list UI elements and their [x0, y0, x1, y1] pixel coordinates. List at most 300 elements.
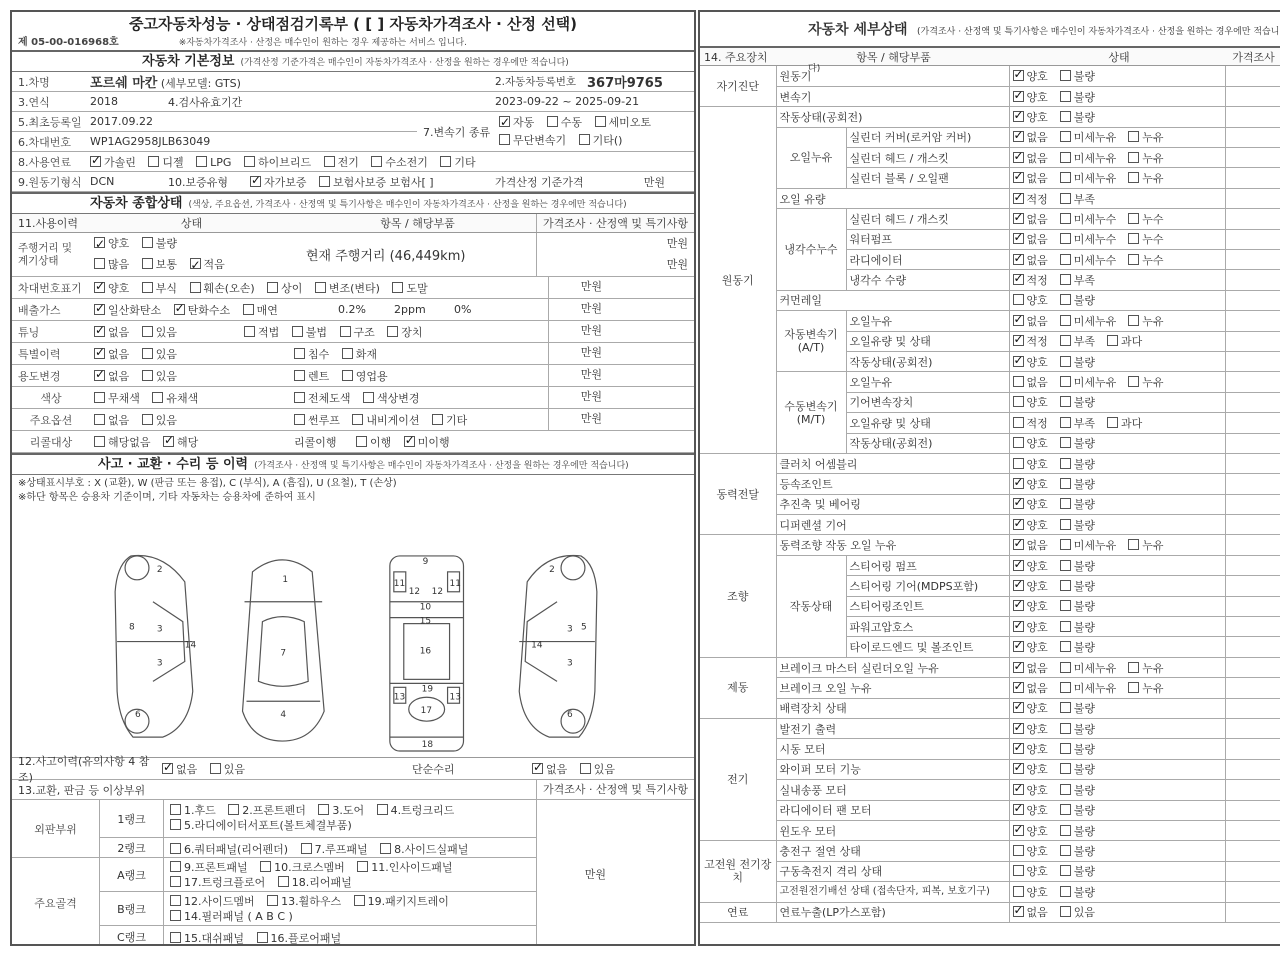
- part-floor-panel[interactable]: [257, 930, 342, 946]
- special-fire[interactable]: [342, 346, 377, 362]
- part-num-15: 15: [419, 616, 432, 627]
- state-option[interactable]: [1060, 904, 1095, 920]
- recall-done[interactable]: [356, 434, 391, 450]
- trans-manual[interactable]: [547, 114, 582, 132]
- tuning-structure[interactable]: [340, 324, 375, 340]
- item-name: 윈도우 모터: [776, 820, 1009, 840]
- color-label: 색상: [40, 391, 62, 405]
- state-option[interactable]: [1013, 129, 1048, 145]
- state-option[interactable]: [1060, 456, 1095, 472]
- checkbox-icon: [1128, 539, 1139, 550]
- state-option[interactable]: [1128, 170, 1163, 186]
- option-none[interactable]: [94, 412, 129, 428]
- tuning-none[interactable]: [94, 324, 129, 340]
- part-door[interactable]: [318, 803, 364, 818]
- state-option[interactable]: [1060, 435, 1095, 451]
- state-option[interactable]: [1060, 374, 1117, 390]
- trans-auto[interactable]: [499, 114, 534, 132]
- item-name: 오일유량 및 상태: [846, 413, 1009, 433]
- warranty-self[interactable]: [250, 174, 307, 190]
- state-option[interactable]: [1060, 660, 1117, 676]
- state-option[interactable]: [1060, 700, 1095, 716]
- part-inside-panel[interactable]: [357, 860, 452, 875]
- checkbox-icon: [294, 370, 305, 381]
- checkbox-icon: [1128, 682, 1139, 693]
- checkbox-checked-icon: [1013, 131, 1024, 142]
- warranty-insurer[interactable]: [319, 174, 434, 190]
- state-option[interactable]: [1060, 292, 1095, 308]
- part-wheel-house[interactable]: [267, 894, 341, 909]
- state-option[interactable]: [1060, 476, 1095, 492]
- tuning-device[interactable]: [387, 324, 422, 340]
- row-emission: [12, 299, 694, 321]
- state-option[interactable]: [1013, 456, 1048, 472]
- fuel-hybrid[interactable]: [244, 154, 311, 170]
- checkbox-icon: [170, 895, 181, 906]
- checkbox-checked-icon: [1013, 825, 1024, 836]
- checkbox-icon: [142, 348, 153, 359]
- tuning-yes[interactable]: [142, 324, 177, 340]
- color-achromatic[interactable]: [94, 390, 140, 406]
- mileage-high[interactable]: [94, 254, 129, 275]
- part-front-fender[interactable]: [228, 803, 306, 818]
- part-pillar-panel[interactable]: [170, 909, 293, 924]
- state-option[interactable]: [1128, 252, 1163, 268]
- state-option[interactable]: [1013, 170, 1048, 186]
- state-option[interactable]: [1013, 619, 1048, 635]
- part-cross-member[interactable]: [260, 860, 345, 875]
- state-option[interactable]: [1013, 415, 1048, 431]
- part-inside-panel-label: 11.인사이드패널: [371, 861, 453, 874]
- part-side-member[interactable]: [170, 894, 255, 909]
- state-option[interactable]: [1013, 292, 1048, 308]
- state-option[interactable]: [1013, 558, 1048, 574]
- state-option[interactable]: [1060, 843, 1095, 859]
- state-option[interactable]: [1060, 272, 1095, 288]
- state-option[interactable]: [1060, 231, 1117, 247]
- checkbox-icon: [1060, 335, 1071, 346]
- detail-table: [700, 66, 1280, 923]
- state-option[interactable]: [1013, 476, 1048, 492]
- part-hood-label: 1.후드: [184, 804, 216, 817]
- state-option[interactable]: [1060, 211, 1117, 227]
- checkbox-icon: [142, 258, 153, 269]
- vin-mark-differ[interactable]: [267, 280, 302, 296]
- detail-note: (가격조사 · 산정액 및 특기사항은 매수인이 자동차가격조사 · 산정을 원하는 경우에만 적습니다): [808, 27, 1280, 74]
- recall-yes[interactable]: [163, 434, 198, 450]
- checkbox-icon: [342, 370, 353, 381]
- group-label: 고전원 전기장치: [700, 841, 776, 902]
- state-option[interactable]: [1013, 904, 1048, 920]
- part-dash-panel[interactable]: [170, 930, 244, 946]
- color-change[interactable]: [363, 390, 420, 406]
- checkbox-checked-icon: [1013, 111, 1024, 122]
- state-option[interactable]: [1060, 333, 1095, 349]
- rank-group-col: [12, 800, 100, 946]
- price-cell: [1225, 739, 1280, 759]
- fuel-hybrid-label: 하이브리드: [257, 155, 312, 169]
- state-option[interactable]: [1128, 313, 1163, 329]
- state-option[interactable]: [1060, 313, 1117, 329]
- state-option[interactable]: [1013, 150, 1048, 166]
- state-option-label: 없음: [1026, 233, 1048, 247]
- state-option-label: 미세누유: [1073, 376, 1117, 390]
- checkbox-icon: [294, 348, 305, 359]
- state-option-label: 미세누수: [1073, 253, 1117, 267]
- state-option[interactable]: [1060, 598, 1095, 614]
- state-option[interactable]: [1060, 823, 1095, 839]
- tuning-device-label: 장치: [401, 325, 423, 339]
- special-none[interactable]: [94, 346, 129, 362]
- state-option-label: 없음: [1026, 131, 1048, 145]
- state-option-label: 양호: [1026, 763, 1048, 777]
- part-num-10: 10: [419, 602, 432, 613]
- part-num-17: 17: [420, 706, 433, 717]
- rank2-items: [164, 838, 483, 857]
- state-option[interactable]: [1013, 741, 1048, 757]
- state-option[interactable]: [1107, 415, 1142, 431]
- color-price: 만원: [548, 387, 608, 408]
- state-option[interactable]: [1128, 680, 1163, 696]
- part-trunk-floor[interactable]: [170, 875, 265, 890]
- state-option[interactable]: [1013, 231, 1048, 247]
- checkbox-checked-icon: [162, 763, 173, 774]
- checkbox-icon: [257, 932, 268, 943]
- mileage-state: [84, 233, 288, 276]
- state-options: [1009, 107, 1225, 127]
- price-cell: [1225, 657, 1280, 677]
- tuning-legal[interactable]: [244, 324, 279, 340]
- price-cell: [1225, 66, 1280, 86]
- state-option[interactable]: [1060, 191, 1095, 207]
- special-none-label: 없음: [108, 347, 130, 361]
- state-option[interactable]: [1013, 700, 1048, 716]
- state-option[interactable]: [1013, 191, 1048, 207]
- state-option-label: 불량: [1073, 600, 1096, 614]
- state-option[interactable]: [1060, 639, 1095, 655]
- option-etc-label: 기타: [446, 413, 468, 427]
- emission-hc[interactable]: [174, 302, 231, 318]
- usage-none[interactable]: [94, 368, 129, 384]
- checkbox-icon: [1060, 213, 1071, 224]
- state-option[interactable]: [1128, 660, 1163, 676]
- state-option[interactable]: [1013, 761, 1048, 777]
- state-option[interactable]: [1060, 252, 1117, 268]
- vin-mark-altered[interactable]: [315, 280, 380, 296]
- recall-options: [84, 434, 294, 450]
- state-option[interactable]: [1013, 680, 1048, 696]
- detail-row: [700, 657, 1280, 677]
- checkbox-icon: [170, 804, 181, 815]
- checkbox-icon: [1060, 478, 1071, 489]
- part-num-16: 16: [419, 646, 432, 657]
- detail-row: [700, 820, 1280, 840]
- state-option[interactable]: [1060, 496, 1095, 512]
- state-option[interactable]: [1128, 129, 1163, 145]
- state-option[interactable]: [1107, 333, 1142, 349]
- state-option[interactable]: [1013, 782, 1048, 798]
- state-option[interactable]: [1060, 150, 1117, 166]
- option-etc[interactable]: [432, 412, 467, 428]
- state-option-label: 불량: [1073, 804, 1096, 818]
- state-option[interactable]: [1013, 374, 1048, 390]
- part-front-panel[interactable]: [170, 860, 248, 875]
- vin-mark-rust[interactable]: [142, 280, 177, 296]
- checkbox-icon: [342, 348, 353, 359]
- usage-business[interactable]: [342, 368, 388, 384]
- row-recall: [12, 431, 694, 453]
- state-option[interactable]: [1060, 680, 1117, 696]
- option-navi[interactable]: [352, 412, 419, 428]
- state-option[interactable]: [1060, 170, 1117, 186]
- fuel-other[interactable]: [440, 154, 475, 170]
- state-option[interactable]: [1013, 843, 1048, 859]
- state-option[interactable]: [1060, 741, 1095, 757]
- state-option[interactable]: [1013, 496, 1048, 512]
- acc-options: [162, 761, 412, 777]
- state-option[interactable]: [1013, 802, 1048, 818]
- trans-label: 7.변속기 종류: [423, 125, 491, 139]
- item-name: 브레이크 마스터 실린더오일 누유: [776, 657, 1009, 677]
- part-quarter-panel-label: 6.쿼터패널(리어펜더): [184, 843, 289, 856]
- symbol-note: ※상태표시부호 : X (교환), W (판금 또는 용접), C (부식), A (흠집), U (요철), T (손상): [18, 478, 397, 489]
- checkbox-icon: [1060, 906, 1071, 917]
- state-option[interactable]: [1013, 517, 1048, 533]
- state-option[interactable]: [1013, 537, 1048, 553]
- state-option[interactable]: [1013, 354, 1048, 370]
- state-option[interactable]: [1060, 537, 1117, 553]
- option-items: [294, 412, 548, 428]
- row-option: [12, 409, 694, 431]
- item-name: 작동상태(공회전): [846, 433, 1009, 453]
- car-model: (세부모델: GTS): [160, 77, 241, 90]
- checkbox-icon: [244, 156, 255, 167]
- checkbox-icon: [1128, 213, 1139, 224]
- part-quarter-panel[interactable]: [170, 841, 288, 857]
- vin-mark-good[interactable]: [94, 280, 129, 296]
- color-chromatic[interactable]: [152, 390, 198, 406]
- special-items: [294, 346, 548, 362]
- state-option[interactable]: [1013, 394, 1048, 410]
- part-radiator-support[interactable]: [170, 818, 352, 833]
- checkbox-icon: [294, 392, 305, 403]
- usage-yes[interactable]: [142, 368, 177, 384]
- fuel-lpg[interactable]: [196, 156, 231, 169]
- price-cell: [1225, 698, 1280, 718]
- mileage-good[interactable]: [94, 233, 129, 254]
- sub-group-label: 오일누유: [776, 127, 846, 188]
- option-yes[interactable]: [142, 412, 177, 428]
- fuel-electric[interactable]: [324, 154, 359, 170]
- state-option[interactable]: [1060, 89, 1095, 105]
- row-year: [12, 92, 694, 112]
- checkbox-icon: [440, 156, 451, 167]
- recall-item-options: [356, 434, 548, 450]
- state-option[interactable]: [1013, 89, 1048, 105]
- state-option[interactable]: [1013, 884, 1048, 900]
- tuning-illegal[interactable]: [292, 324, 327, 340]
- acc-yes[interactable]: [210, 761, 245, 777]
- checkbox-icon: [580, 763, 591, 774]
- emission-co[interactable]: [94, 302, 161, 318]
- item-name: 워터펌프: [846, 229, 1009, 249]
- state-option[interactable]: [1060, 782, 1095, 798]
- state-option[interactable]: [1060, 802, 1095, 818]
- state-options: [1009, 657, 1225, 677]
- state-option-label: 누유: [1142, 681, 1164, 695]
- part-num-5r: 5: [580, 622, 587, 633]
- recall-none[interactable]: [94, 434, 151, 450]
- special-flood[interactable]: [294, 346, 329, 362]
- state-option[interactable]: [1013, 823, 1048, 839]
- state-option[interactable]: [1013, 639, 1048, 655]
- detail-row: [700, 535, 1280, 555]
- state-option[interactable]: [1060, 761, 1095, 777]
- general-header: [12, 192, 694, 214]
- part-roof-panel[interactable]: [301, 841, 368, 857]
- rank1-label: 1랭크: [100, 800, 164, 837]
- state-option[interactable]: [1060, 721, 1095, 737]
- part-front-panel-label: 9.프론트패널: [184, 861, 248, 874]
- state-option[interactable]: [1060, 354, 1095, 370]
- emission-co-value: 0.2%: [338, 303, 366, 316]
- fuel-gasoline[interactable]: [90, 154, 136, 170]
- row-fuel: [12, 152, 694, 172]
- state-option[interactable]: [1013, 211, 1048, 227]
- doc-number: 제 05-00-016968호: [18, 37, 119, 48]
- item-name: 오일유량 및 상태: [846, 331, 1009, 351]
- part-trunk-lid[interactable]: [377, 803, 455, 818]
- trans-etc[interactable]: [579, 132, 623, 150]
- checkbox-icon: [354, 895, 365, 906]
- state-option[interactable]: [1060, 578, 1095, 594]
- state-option[interactable]: [1128, 150, 1163, 166]
- state-option[interactable]: [1013, 578, 1048, 594]
- part-side-sill[interactable]: [380, 841, 468, 857]
- option-price: 만원: [548, 409, 608, 430]
- emission-price: 만원: [548, 299, 608, 320]
- state-option[interactable]: [1013, 598, 1048, 614]
- item-name: 배력장치 상태: [776, 698, 1009, 718]
- state-option[interactable]: [1128, 537, 1163, 553]
- rank2-row: [100, 838, 536, 858]
- part-num-6: 6: [135, 710, 141, 721]
- item-name: 스티어링 펌프: [846, 555, 1009, 575]
- state-option[interactable]: [1013, 109, 1048, 125]
- state-options: [1009, 719, 1225, 739]
- emission-smoke[interactable]: [243, 302, 278, 318]
- price-cell: [1225, 107, 1280, 127]
- recall-done-label: 이행: [370, 435, 392, 449]
- state-option[interactable]: [1013, 313, 1048, 329]
- state-option-label: 불량: [1073, 743, 1096, 757]
- state-option[interactable]: [1060, 619, 1095, 635]
- price-cell: [1225, 882, 1280, 902]
- fuel-diesel[interactable]: [148, 154, 183, 170]
- state-option[interactable]: [1013, 272, 1048, 288]
- state-option[interactable]: [1128, 231, 1163, 247]
- row-usage: [12, 365, 694, 387]
- detail-row: [700, 759, 1280, 779]
- acc-none[interactable]: [162, 761, 197, 777]
- state-option[interactable]: [1060, 415, 1095, 431]
- price-cell: [1225, 637, 1280, 657]
- state-option[interactable]: [1060, 558, 1095, 574]
- state-option[interactable]: [1060, 517, 1095, 533]
- doc-note: ※자동차가격조사 · 산정은 매수인이 원하는 경우 제공하는 서비스 입니다.: [178, 38, 467, 48]
- trans-semi[interactable]: [595, 114, 652, 132]
- state-option[interactable]: [1060, 109, 1095, 125]
- state-option[interactable]: [1060, 884, 1095, 900]
- vin-mark-damage[interactable]: [190, 280, 255, 296]
- state-option[interactable]: [1060, 863, 1095, 879]
- recall-label: 리콜대상: [29, 435, 73, 449]
- price-cell: [1225, 209, 1280, 229]
- part-side-sill-label: 8.사이드실패널: [394, 843, 469, 856]
- usage-rent[interactable]: [294, 368, 329, 384]
- state-option[interactable]: [1060, 68, 1095, 84]
- state-option[interactable]: [1013, 660, 1048, 676]
- state-option[interactable]: [1013, 252, 1048, 268]
- state-option[interactable]: [1128, 374, 1163, 390]
- repair-yes[interactable]: [580, 761, 615, 777]
- state-option[interactable]: [1013, 863, 1048, 879]
- checkbox-icon: [315, 282, 326, 293]
- mileage-price-unit-2: 만원: [666, 258, 688, 271]
- inspect-label: 4.검사유효기간: [168, 95, 243, 109]
- special-yes[interactable]: [142, 346, 177, 362]
- sub-group-label: 냉각수누수: [776, 209, 846, 291]
- state-option[interactable]: [1060, 394, 1095, 410]
- state-option[interactable]: [1128, 211, 1163, 227]
- part-hood[interactable]: [170, 803, 216, 818]
- state-option-label: 불량: [1073, 641, 1096, 655]
- fuel-hydrogen[interactable]: [371, 154, 428, 170]
- checkbox-icon: [142, 370, 153, 381]
- state-options: [1009, 637, 1225, 657]
- mileage-bad[interactable]: [142, 233, 177, 254]
- checkbox-icon: [1013, 458, 1024, 469]
- color-full-paint[interactable]: [294, 390, 351, 406]
- checkbox-icon: [1128, 233, 1139, 244]
- mileage-low[interactable]: [190, 254, 225, 275]
- checkbox-checked-icon: [1013, 539, 1024, 550]
- mileage-normal[interactable]: [142, 254, 177, 275]
- part-package-tray[interactable]: [354, 894, 449, 909]
- part-num-6r: 6: [567, 710, 573, 721]
- state-option[interactable]: [1060, 129, 1117, 145]
- state-options: [1009, 188, 1225, 208]
- checkbox-checked-icon: [174, 304, 185, 315]
- state-option[interactable]: [1013, 333, 1048, 349]
- checkbox-icon: [1060, 172, 1071, 183]
- state-option[interactable]: [1013, 68, 1048, 84]
- part-rear-panel[interactable]: [278, 875, 352, 890]
- part-num-3rb: 3: [567, 658, 573, 669]
- state-option[interactable]: [1013, 435, 1048, 451]
- price-cell: [1225, 902, 1280, 922]
- trans-cvt[interactable]: [499, 132, 566, 150]
- state-option[interactable]: [1013, 721, 1048, 737]
- repair-none[interactable]: [532, 761, 567, 777]
- emission-co-label: 일산화탄소: [108, 303, 162, 317]
- state-option-label: 적정: [1026, 192, 1048, 206]
- recall-not-done[interactable]: [404, 434, 450, 450]
- vin-mark-painted[interactable]: [392, 280, 427, 296]
- part-num-4: 4: [280, 710, 287, 721]
- rank1-row: [100, 800, 536, 838]
- option-sunroof[interactable]: [294, 412, 340, 428]
